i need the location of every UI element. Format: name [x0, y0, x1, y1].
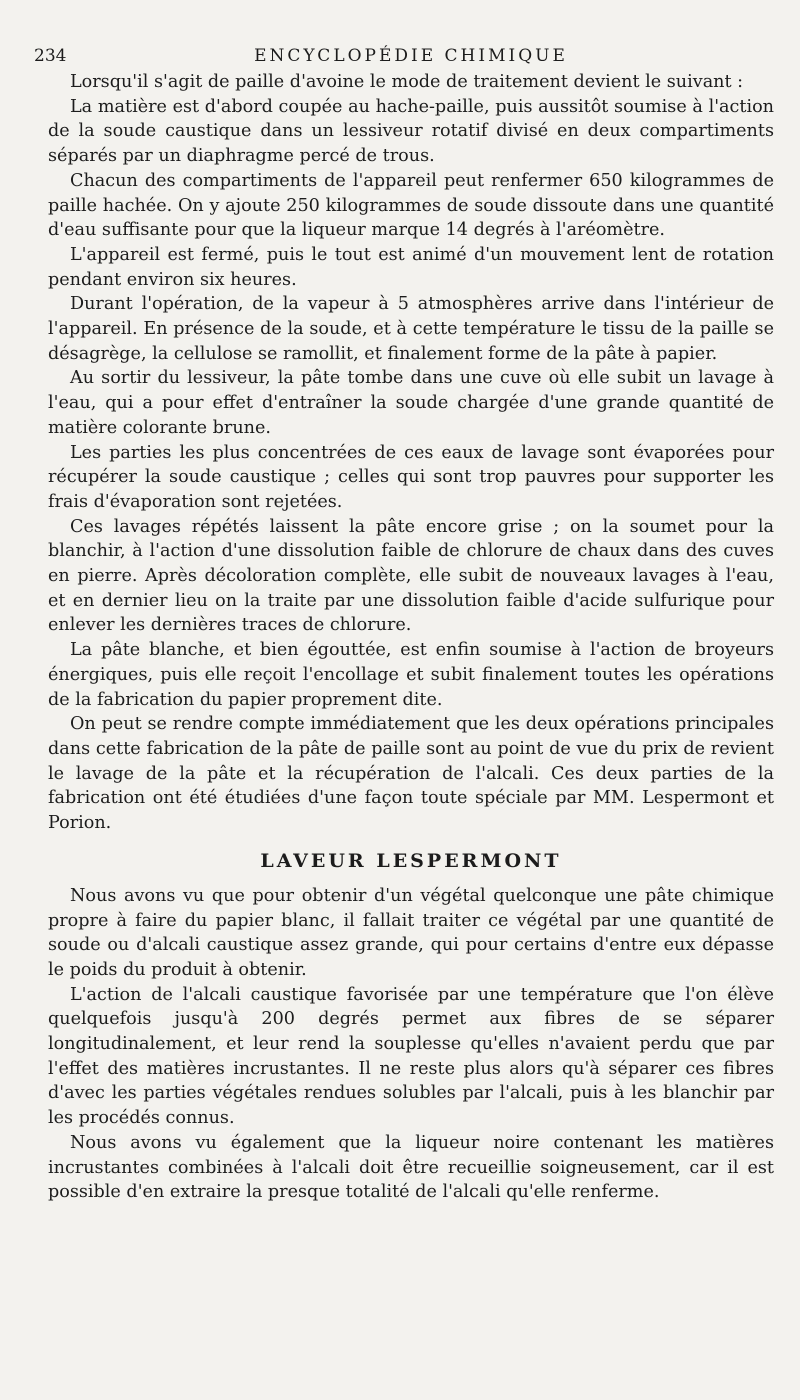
paragraph: La matière est d'abord coupée au hache-paille, puis aussitôt soumise à l'action de la soude caustique dans un lessiveur rotatif divisé en deux compartiments séparés par un diaphragme percé de trous. [48, 96, 774, 167]
paragraph: Au sortir du lessiveur, la pâte tombe dans une cuve où elle subit un lavage à l'eau, qui a pour effet d'entraîner la soude chargée d'une grande quantité de matière colorante brune. [48, 368, 774, 438]
paragraph: Les parties les plus concentrées de ces eaux de lavage sont évaporées pour récupérer la soude caustique ; celles qui sont trop pauvres pour supporter les frais d'évaporation sont rejetées. [48, 442, 774, 512]
paragraph: Chacun des compartiments de l'appareil peut renfermer 650 kilogrammes de paille hachée. On y ajoute 250 kilogrammes de soude dissoute dans une quantité d'eau suffisante pour que la liqueur marque 14 degrés à l'aréomètre. [48, 170, 774, 241]
paragraph: Nous avons vu également que la liqueur noire contenant les matières incrustantes combinées à l'alcali doit être recueillie soigneusement, car il est possible d'en extraire la presque totalité de l'alcali qu'elle renferme. [48, 1132, 774, 1203]
running-title: ENCYCLOPÉDIE CHIMIQUE [254, 46, 568, 66]
paragraph: L'appareil est fermé, puis le tout est animé d'un mouvement lent de rotation pendant environ six heures. [48, 244, 774, 290]
paragraph: Ces lavages répétés laissent la pâte encore grise ; on la soumet pour la blanchir, à l'action d'une dissolution faible de chlorure de chaux dans des cuves en pierre. Après décoloration complète, elle subit de nouveaux lavages à l'eau, et en dernier lieu on la traite par une dissolution faible d'acide sulfurique pour enlever les dernières traces de chlorure. [48, 516, 774, 636]
paragraph: Lorsqu'il s'agit de paille d'avoine le mode de traitement devient le suivant : [70, 72, 744, 92]
page-header [34, 38, 774, 70]
page-number: 234 [34, 46, 67, 66]
paragraph: On peut se rendre compte immédiatement que les deux opérations principales dans cette fabrication de la pâte de paille sont au point de vue du prix de revient le lavage de la pâte et la récupération de l'alcali. Ces deux parties de la fabrication ont été étudiées d'une façon toute spéciale par MM. Lespermont et Porion. [48, 714, 774, 834]
body-text [48, 70, 774, 1205]
paragraph: L'action de l'alcali caustique favorisée par une température que l'on élève quelquefois jusqu'à 200 degrés permet aux fibres de se séparer longitudinalement, et leur rend la souplesse qu'elles n'avaient perdu que par l'effet des matières incrustantes. Il ne reste plus alors qu'à séparer ces fibres d'avec les parties végétales rendues solubles par l'alcali, puis à les blanchir par les procédés connus. [48, 984, 774, 1129]
paragraph: Durant l'opération, de la vapeur à 5 atmosphères arrive dans l'intérieur de l'appareil. En présence de la soude, et à cette température le tissu de la paille se désagrège, la cellulose se ramollit, et finalement forme de la pâte à papier. [48, 294, 774, 364]
section-title: LAVEUR LESPERMONT [260, 849, 562, 872]
paragraph: La pâte blanche, et bien égouttée, est enfin soumise à l'action de broyeurs énergiques, puis elle reçoit l'encollage et subit finalement toutes les opérations de la fabrication du papier proprement dite. [48, 640, 774, 710]
paragraph: Nous avons vu que pour obtenir d'un végétal quelconque une pâte chimique propre à faire du papier blanc, il fallait traiter ce végétal par une quantité de soude ou d'alcali caustique assez grande, qui pour certains d'entre eux dépasse le poids du produit à obtenir. [48, 885, 774, 980]
